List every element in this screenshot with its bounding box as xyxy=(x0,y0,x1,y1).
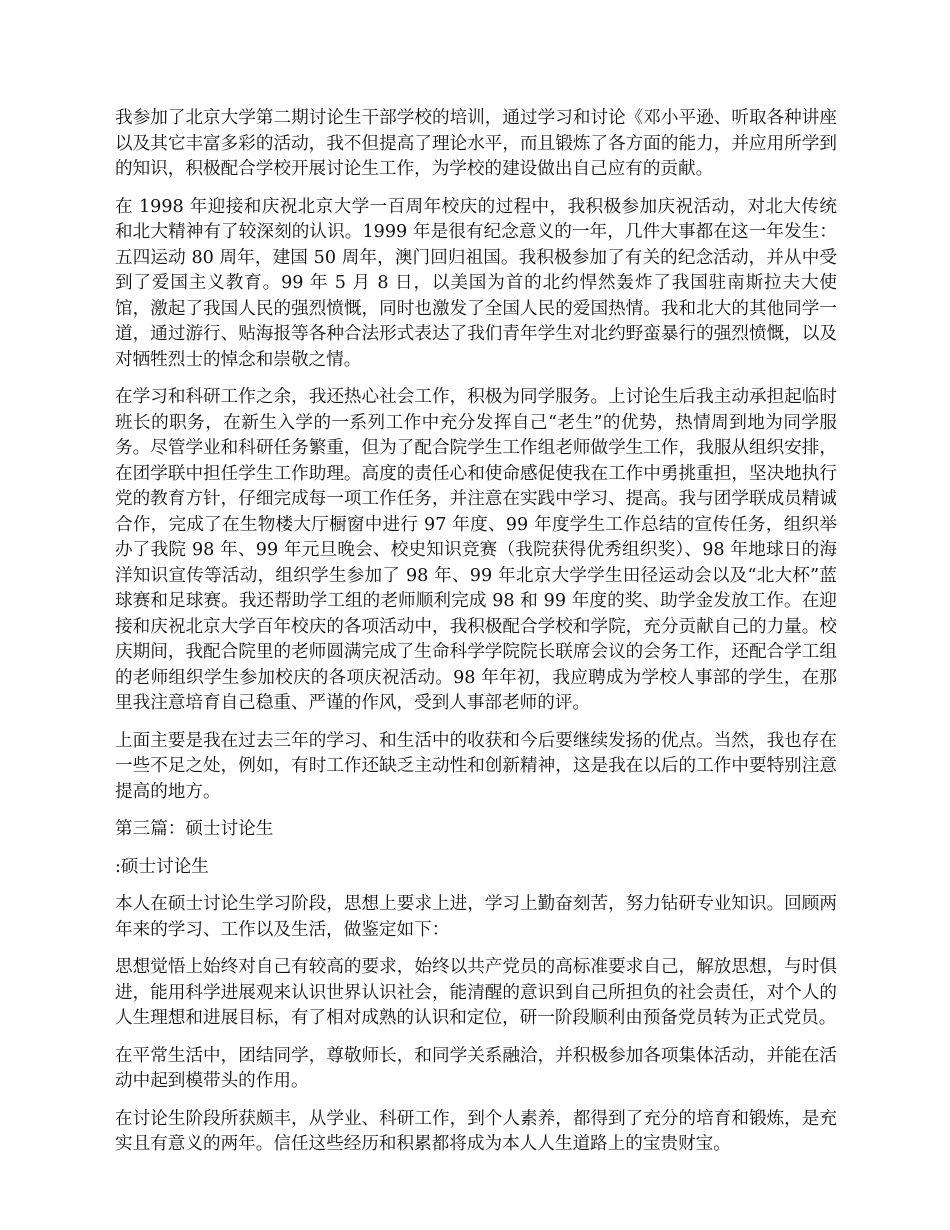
paragraph-conclusion: 在讨论生阶段所获颇丰，从学业、科研工作，到个人素养，都得到了充分的培育和锻炼，是充实且有意义的两年。信任这些经历和积累都将成为本人人生道路上的宝贵财宝。 xyxy=(115,1108,837,1154)
paragraph-social-work: 在学习和科研工作之余，我还热心社会工作，积极为同学服务。上讨论生后我主动承担起临时班长的职务，在新生入学的一系列工作中充分发挥自己“老生”的优势，热情周到地为同学服务。尽管学业和科研任务繁重，但为了配合院学生工作组老师做学生工作，我服从组织安排，在团学联中担任学生工作助理。高度的责任心和使命感促使我在工作中勇挑重担，坚决地执行党的教育方针，仔细完成每一项工作任务，并注意在实践中学习、提高。我与团学联成员精诚合作，完成了在生物楼大厅橱窗中进行 97 年度、99 年度学生工作总结的宣传任务，组织举办了我院 98 年、99 年元旦晚会、校史知识竞赛（我院获得优秀组织奖）、98 年地球日的海洋知识宣传等活动，组织学生参加了 98 年、99 年北京大学学生田径运动会以及“北大杯”蓝球赛和足球赛。我还帮助学工组的老师顺利完成 98 和 99 年度的奖、助学金发放工作。在迎接和庆祝北京大学百年校庆的各项活动中，我积极配合学校和学院，充分贡献自己的力量。校庆期间，我配合院里的老师圆满完成了生命科学学院院长联席会议的会务工作，还配合学工组的老师组织学生参加校庆的各项庆祝活动。98 年年初，我应聘成为学校人事部的学生，在那里我注意培育自己稳重、严谨的作风，受到人事部老师的评。 xyxy=(115,387,837,713)
paragraph-training: 我参加了北京大学第二期讨论生干部学校的培训，通过学习和讨论《邓小平逊、听取各种讲座以及其它丰富多彩的活动，我不但提高了理论水平，而且锻炼了各方面的能力，并应用所学到的知识，积极配合学校开展讨论生工作，为学校的建设做出自己应有的贡献。 xyxy=(115,108,837,179)
document-body xyxy=(115,106,837,1170)
paragraph-ideology: 思想觉悟上始终对自己有较高的要求，始终以共产党员的高标准要求自己，解放思想，与时俱进，能用科学进展观来认识世界认识社会，能清醒的意识到自己所担负的社会责任，对个人的人生理想和进展目标，有了相对成熟的认识和定位，研一阶段顺利由预备党员转为正式党员。 xyxy=(115,957,837,1028)
paragraph-daily-life: 在平常生活中，团结同学，尊敬师长，和同学关系融洽，并积极参加各项集体活动，并能在活动中起到模带头的作用。 xyxy=(115,1045,837,1091)
section-heading: 第三篇：硕士讨论生 xyxy=(115,819,274,839)
paragraph-centennial: 在 1998 年迎接和庆祝北京大学一百周年校庆的过程中，我积极参加庆祝活动，对北大传统和北大精神有了较深刻的认识。1999 年是很有纪念意义的一年，几件大事都在这一年发生：五四运动 80 周年，建国 50 周年，澳门回归祖国。我积极参加了有关的纪念活动，并从中受到了爱国主义教育。99 年 5 月 8 日，以美国为首的北约悍然轰炸了我国驻南斯拉夫大使馆，激起了我国人民的强烈愤慨，同时也激发了全国人民的爱国热情。我和北大的其他同学一道，通过游行、贴海报等各种合法形式表达了我们青年学生对北约野蛮暴行的强烈愤慨，以及对牺牲烈士的悼念和崇敬之情。 xyxy=(115,196,837,370)
section-subheading: :硕士讨论生 xyxy=(115,856,209,877)
paragraph-intro: 本人在硕士讨论生学习阶段，思想上要求上进，学习上勤奋刻苦，努力钻研专业知识。回顾两年来的学习、工作以及生活，做鉴定如下： xyxy=(115,894,837,940)
paragraph-summary: 上面主要是我在过去三年的学习、和生活中的收获和今后要继续发扬的优点。当然，我也存在一些不足之处，例如，有时工作还缺乏主动性和创新精神，这是我在以后的工作中要特别注意提高的地方。 xyxy=(115,730,837,802)
